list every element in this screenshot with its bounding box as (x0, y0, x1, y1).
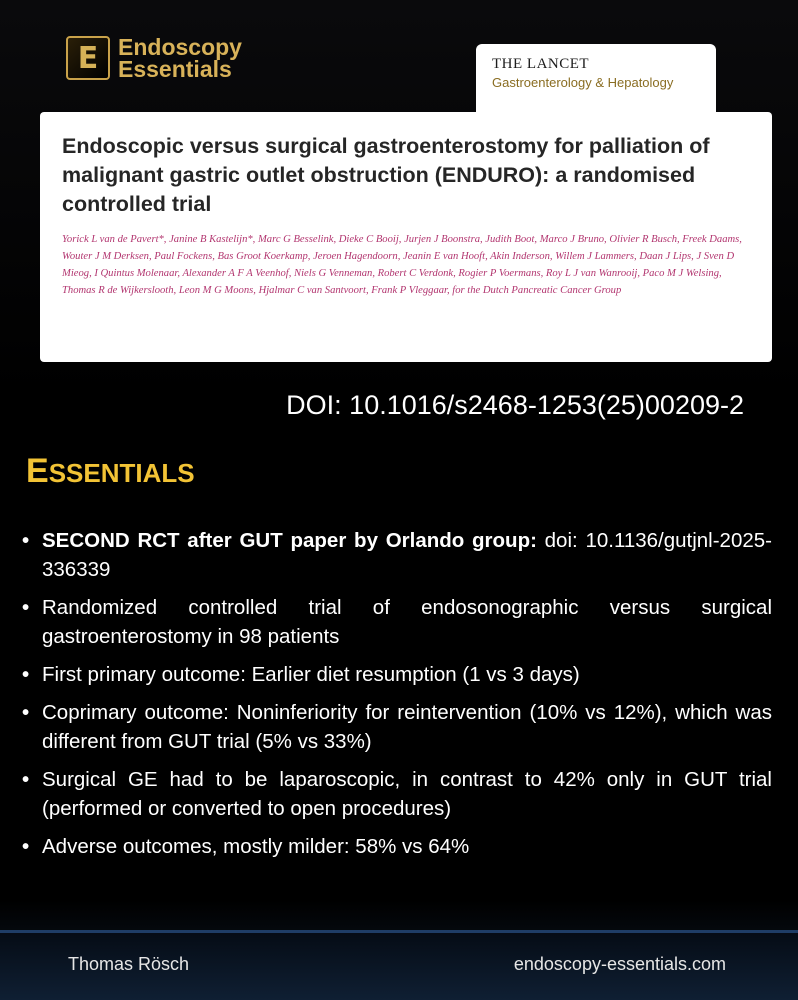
brand-name (118, 36, 242, 80)
bullet-text: First primary outcome: Earlier diet resumption (1 vs 3 days) (42, 663, 580, 686)
footer-author: Thomas Rösch (68, 954, 190, 974)
essentials-heading (26, 452, 195, 491)
doi-text: DOI: 10.1016/s2468-1253(25)00209-2 (286, 390, 744, 420)
bullet-text: Coprimary outcome: Noninferiority for reintervention (10% vs 12%), which was different from GUT trial (5% vs 33%) (42, 701, 772, 753)
brand-line-1: Endoscopy (118, 34, 242, 60)
paper-title: Endoscopic versus surgical gastroenterostomy for palliation of malignant gastric outlet obstruction (ENDURO): a randomised controlled trial (62, 134, 710, 216)
paper-authors: Yorick L van de Pavert*, Janine B Kastelijn*, Marc G Besselink, Dieke C Booij, Jurjen J Boonstra, Judith Boot, Marco J Bruno, Olivier R Busch, Freek Daams, Wouter J M Derksen, Paul Fockens, Bas Groot Koerkamp, Jeroen Hagendoorn, Jeanin E van Hooft, Akin Inderson, Willem J Lammers, Daan J Lips, J Sven D Mieog, I Quintus Molenaar, Alexander A F A Veenhof, Niels G Venneman, Robert C Verdonk, Rogier P Voermans, Roy L J van Wanrooij, Paco M J Welsing, Thomas R de Wijkerslooth, Leon M G Moons, Hjalmar C van Santvoort, Frank P Vleggaar, for the Dutch Pancreatic Cancer Group (62, 234, 742, 296)
journal-subtitle: Gastroenterology & Hepatology (492, 75, 674, 90)
bullet-item (20, 765, 772, 823)
bullet-item (20, 660, 772, 689)
bullet-lead: SECOND RCT after GUT paper by Orlando group: (42, 529, 537, 552)
logo-e-icon: E (66, 36, 110, 80)
bullet-text: doi: 10.1136/gutjnl-2025-336339 (42, 529, 772, 581)
journal-name: THE LANCET (492, 56, 590, 72)
essentials-heading-rest: SSENTIALS (48, 458, 195, 488)
bullet-item (20, 593, 772, 651)
bullet-item (20, 832, 772, 861)
bullet-text: Randomized controlled trial of endosonographic versus surgical gastroenterostomy in 98 patients (42, 596, 772, 648)
brand-line-2: Essentials (118, 56, 232, 82)
footer-divider (0, 930, 798, 933)
journal-badge (476, 44, 716, 114)
essentials-heading-first: E (26, 452, 49, 490)
bullet-text: Adverse outcomes, mostly milder: 58% vs 64% (42, 835, 470, 858)
footer (0, 930, 798, 1000)
brand-logo (66, 36, 242, 80)
bullet-item (20, 698, 772, 756)
paper-card (40, 112, 772, 362)
essentials-list (20, 526, 772, 870)
bullet-text: Surgical GE had to be laparoscopic, in contrast to 42% only in GUT trial (performed or converted to open procedures) (42, 768, 772, 820)
footer-site-link[interactable]: endoscopy-essentials.com (513, 954, 726, 974)
bullet-item (20, 526, 772, 584)
